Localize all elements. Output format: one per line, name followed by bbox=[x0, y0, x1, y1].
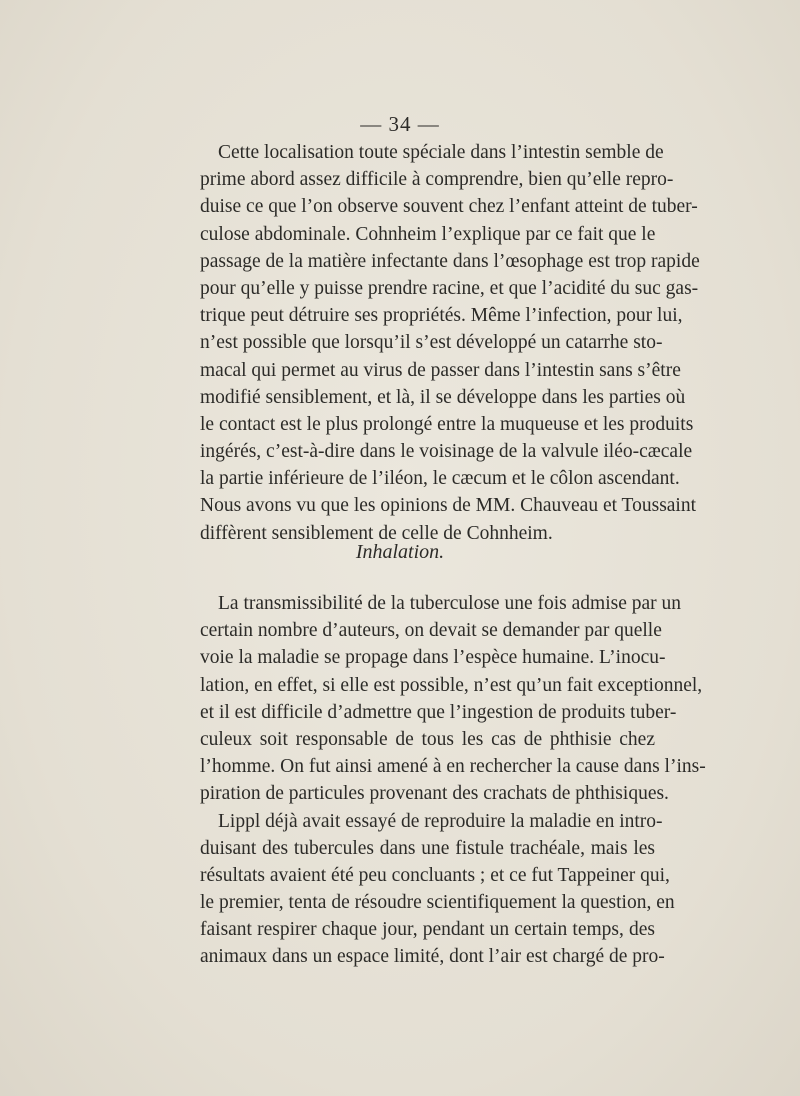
text-line: l’homme. On fut ainsi amené à en rechercher la cause dans l’ins- bbox=[200, 756, 706, 778]
text-line: trique peut détruire ses propriétés. Même l’infection, pour lui, bbox=[200, 305, 683, 327]
text-line: duisant des tubercules dans une fistule trachéale, mais les bbox=[200, 837, 655, 859]
text-line: le contact est le plus prolongé entre la muqueuse et les produits bbox=[200, 413, 694, 435]
text-line: résultats avaient été peu concluants ; et ce fut Tappeiner qui, bbox=[200, 864, 670, 886]
paragraph-inhalation bbox=[200, 590, 706, 971]
text-line: lation, en effet, si elle est possible, n’est qu’un fait exceptionnel, bbox=[200, 674, 703, 696]
text-line: voie la maladie se propage dans l’espèce humaine. L’inocu- bbox=[200, 647, 666, 669]
text-line: n’est possible que lorsqu’il s’est développé un catarrhe sto- bbox=[200, 332, 663, 354]
text-line: Nous avons vu que les opinions de MM. Chauveau et Toussaint bbox=[200, 495, 697, 517]
text-line: piration de particules provenant des crachats de phthisiques. bbox=[200, 783, 669, 805]
text-line: et il est difficile d’admettre que l’ingestion de produits tuber- bbox=[200, 701, 677, 723]
text-line: culeux soit responsable de tous les cas de phthisie chez bbox=[200, 728, 655, 750]
text-line: faisant respirer chaque jour, pendant un certain temps, des bbox=[200, 919, 655, 941]
paragraph-cohnheim bbox=[200, 139, 700, 547]
text-line: passage de la matière infectante dans l’œsophage est trop rapide bbox=[200, 250, 700, 272]
section-heading: Inhalation. bbox=[355, 541, 445, 563]
text-line: ingérés, c’est-à-dire dans le voisinage de la valvule iléo-cæcale bbox=[200, 441, 693, 463]
text-line: pour qu’elle y puisse prendre racine, et que l’acidité du suc gas- bbox=[200, 277, 699, 299]
text-line: duise ce que l’on observe souvent chez l’enfant atteint de tuber- bbox=[200, 196, 698, 218]
text-line: culose abdominale. Cohnheim l’explique par ce fait que le bbox=[200, 223, 656, 245]
text-line: prime abord assez difficile à comprendre, bien qu’elle repro- bbox=[200, 169, 674, 191]
text-line: diffèrent sensiblement de celle de Cohnheim. bbox=[200, 522, 553, 544]
text-line: macal qui permet au virus de passer dans l’intestin sans s’être bbox=[200, 359, 681, 381]
text-line: modifié sensiblement, et là, il se développe dans les parties où bbox=[200, 386, 686, 408]
text-line: Cette localisation toute spéciale dans l’intestin semble de bbox=[218, 142, 664, 163]
text-line: La transmissibilité de la tuberculose une fois admise par un bbox=[218, 593, 682, 614]
text-line: Lippl déjà avait essayé de reproduire la maladie en intro- bbox=[218, 810, 663, 832]
page-number: — 34 — bbox=[360, 112, 440, 136]
text-line: le premier, tenta de résoudre scientifiquement la question, en bbox=[200, 892, 675, 914]
text-line: animaux dans un espace limité, dont l’air est chargé de pro- bbox=[200, 946, 665, 968]
text-line: certain nombre d’auteurs, on devait se demander par quelle bbox=[200, 620, 662, 642]
text-line: la partie inférieure de l’iléon, le cæcum et le côlon ascendant. bbox=[200, 468, 680, 490]
